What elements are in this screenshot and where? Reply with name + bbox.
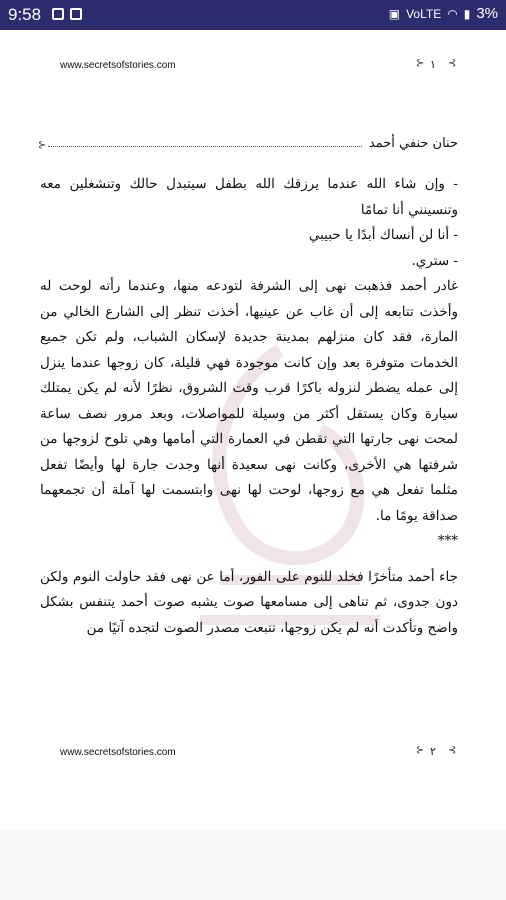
- section-separator: ***: [437, 533, 458, 549]
- header-page-ornament-left: ⊱: [416, 58, 425, 69]
- story-text: [40, 172, 458, 641]
- footer-page-number: ٢: [430, 745, 436, 758]
- paragraph: غادر أحمد فذهبت نهى إلى الشرفة لتودعه منها، وعندما رأته لوحت له وأخذت تتابعه إلى أن غاب عن عينيها، أخذت تنظر إلى الشارع الخالي من المارة، فقد كان منزلهم بمدينة جديدة لإسكان الشباب، ولم تكن جميع الخدمات متوفرة بعد وإن كانت موجودة فهي قليلة، كان زوجها عندما ينزل إلى عمله يضطر لنزوله باكرًا قرب وقت الشروق، نظرًا لأنه لم يكن يمتلك سيارة وكان يستقل أكثر من وسيلة للمواصلات، وبعد مرور نصف ساعة لمحت نهى جارتها التي تقطن في العمارة التي أمامها وهي تلوح لزوجها من شرفتها هي الأخرى، وكانت نهى سعيدة أنها وجدت جارة لها وأيضًا تفعل مثلما تفعل هي مع زوجها، لوحت لها نهى وابتسمت لها آملة أن تجمعهما صداقة يومًا ما.: [40, 278, 458, 524]
- reader-bottom-area: [0, 830, 506, 900]
- battery-percent: 3%: [476, 5, 498, 22]
- alarm-icon: ▣: [388, 6, 401, 21]
- paragraph: - ستري.: [411, 252, 458, 269]
- status-time: 9:58: [8, 5, 42, 24]
- volte-icon: VoLTE: [406, 6, 442, 21]
- record-notification-icon: [70, 8, 82, 20]
- footer-page-ornament: ⊰: [448, 745, 457, 756]
- signal-icon: ▮: [463, 6, 471, 21]
- status-bar: [0, 0, 506, 30]
- footer-url: www.secretsofstories.com: [60, 747, 176, 758]
- paragraph: - وإن شاء الله عندما يرزقك الله بطفل سيتبدل حالك وتنشغلين معه وتنسينني أنا تمامًا: [40, 176, 458, 218]
- divider-ornament-left: ⊱: [38, 140, 47, 151]
- gallery-notification-icon: [52, 8, 64, 20]
- author-name: حنان حنفي أحمد: [363, 136, 458, 151]
- header-page-number: ١: [430, 58, 436, 71]
- paragraph: جاء أحمد متأخرًا فخلد للنوم على الفور، أما عن نهى فقد حاولت النوم ولكن دون جدوى، ثم تناهى إلى مسامعها صوت يشبه صوت أحمد يتنفس بشكل واضح وتأكدت أنه لم يكن زوجها، تتبعت مصدر الصوت لتجده آتيًا من: [40, 568, 458, 636]
- status-indicators: [389, 5, 498, 22]
- header-url: www.secretsofstories.com: [60, 60, 176, 71]
- wifi-icon: ◠: [447, 6, 458, 21]
- header-page-ornament: ⊰: [448, 58, 457, 69]
- footer-page-ornament-left: ⊱: [416, 745, 425, 756]
- paragraph: - أنا لن أنساك أبدًا يا حبيبي: [308, 227, 458, 243]
